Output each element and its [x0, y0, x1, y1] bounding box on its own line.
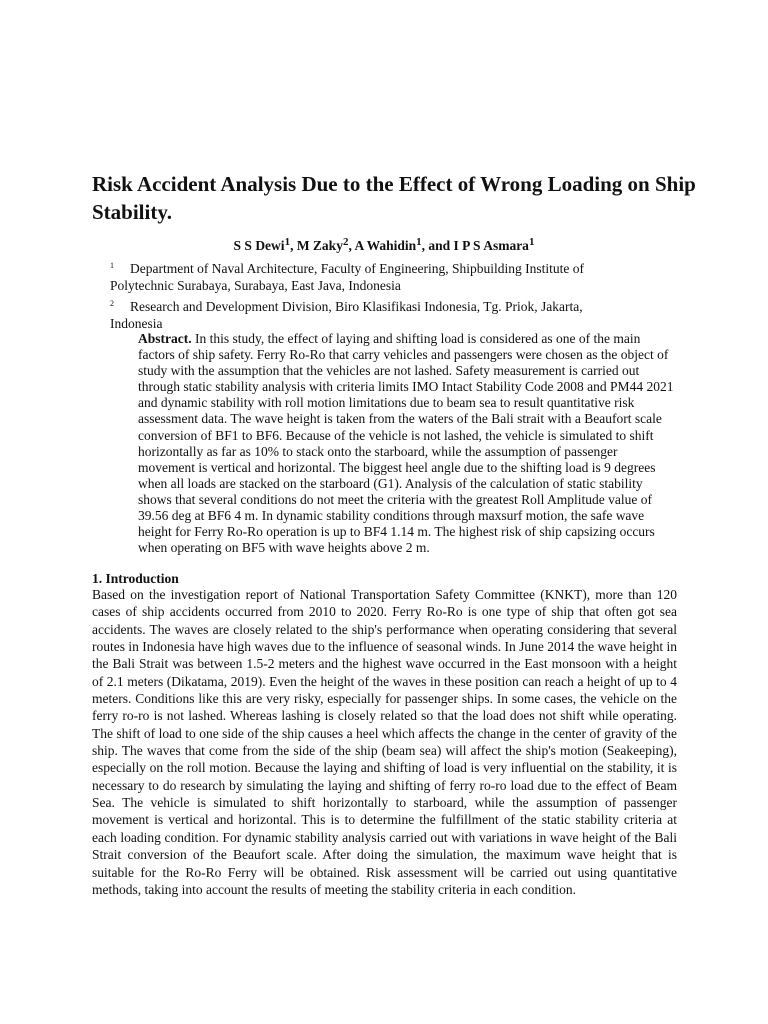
affiliation-text: Department of Naval Architecture, Faculty of Engineering, Shipbuilding Institute of Polytechnic Surabaya, Surabaya, East Java, Indonesia	[110, 261, 585, 293]
abstract-text: In this study, the effect of laying and shifting load is considered as one of the main factors of ship safety. Ferry Ro-Ro that carry vehicles and passengers were chosen as the object of study with the assumption that the vehicles are not lashed. Safety measurement is carried out through static stability analysis with criteria limits IMO Intact Stability Code 2008 and PM44 2021 and dynamic stability with roll motion limitations due to beam sea to result quantitative risk assessment data. The wave height is taken from the waters of the Bali strait with a Beaufort scale conversion of BF1 to BF6. Because of the vehicle is not lashed, the vehicle is simulated to shift horizontally as far as 10% to stack onto the starboard, while the assumption of passenger movement is vertical and horizontal. The biggest heel angle due to the shifting load is 9 degrees when all loads are stacked on the starboard (G1). Analysis of the calculation of static stability shows that several conditions do not meet the criteria with the greatest Roll Amplitude value of 39.56 deg at BF6 4 m. In dynamic stability conditions through maxsurf motion, the safe wave height for Ferry Ro-Ro operation is up to BF4 1.14 m. The highest risk of ship capsizing occurs when operating on BF5 with wave heights above 2 m.	[138, 331, 674, 556]
abstract	[138, 331, 676, 556]
author-list	[0, 236, 768, 256]
author-separator: ,	[348, 238, 355, 253]
introduction-paragraph: Based on the investigation report of National Transportation Safety Committee (KNKT), more than 120 cases of ship accidents occurred from 2010 to 2020. Ferry Ro-Ro is one type of ship that often got sea accidents. The waves are closely related to the ship's performance when operating considering that several routes in Indonesia have high waves due to the influence of seasonal winds. In June 2014 the wave height in the Bali Strait was between 1.5-2 meters and the highest wave occurred in the East monsoon with a height of 2.1 meters (Dikatama, 2019). Even the height of the waves in these position can reach a height of up to 4 meters. Conditions like this are very risky, especially for passenger ships. In some cases, the vehicle on the ferry ro-ro is not lashed. Whereas lashing is closely related so that the load does not shift while operating. The shift of load to one side of the ship causes a heel which affects the change in the center of gravity of the ship. The waves that come from the side of the ship (beam sea) will affect the ship's motion (Seakeeping), especially on the roll motion. Because the laying and shifting of load is very influential on the stability, it is necessary to do research by simulating the laying and shifting of ferry ro-ro load due to the effect of Beam Sea. The vehicle is simulated to shift horizontally to starboard, while the assumption of passenger movement is vertical and horizontal. This is to determine the fulfillment of the static stability criteria at each loading condition. For dynamic stability analysis carried out with variations in wave height of the Bali Strait conversion of the Beaufort scale. After doing the simulation, the maximum wave height that is suitable for the Ro-Ro Ferry will be obtained. Risk assessment will be carried out using quantitative methods, taking into account the results of meeting the stability criteria in each condition.	[92, 587, 677, 897]
author-affiliation-mark: 2	[342, 236, 349, 248]
author-name: S S Dewi	[233, 238, 285, 253]
author-separator: , and	[421, 238, 454, 253]
affiliation-1: 1 Department of Naval Architecture, Faculty of Engineering, Shipbuilding Institute of Polytechnic Surabaya, Surabaya, East Java, Indonesia	[110, 261, 585, 293]
author-name: I P S Asmara	[453, 238, 529, 253]
affiliation-text: Research and Development Division, Biro Klasifikasi Indonesia, Tg. Priok, Jakarta, Indonesia	[110, 299, 583, 331]
abstract-label: Abstract.	[138, 331, 192, 346]
author-separator: ,	[290, 238, 297, 253]
affiliation-2: 2 Research and Development Division, Biro Klasifikasi Indonesia, Tg. Priok, Jakarta, Indonesia	[110, 299, 583, 331]
author-affiliation-mark: 1	[528, 236, 535, 248]
author-affiliation-mark: 1	[416, 236, 422, 248]
author-name: M Zaky	[296, 238, 343, 253]
section-heading-introduction: 1. Introduction	[92, 571, 179, 586]
author-affiliation-mark: 1	[284, 236, 291, 248]
author-name: A Wahidin	[354, 238, 417, 253]
paper-title: Risk Accident Analysis Due to the Effect of Wrong Loading on Ship Stability.	[92, 172, 696, 224]
